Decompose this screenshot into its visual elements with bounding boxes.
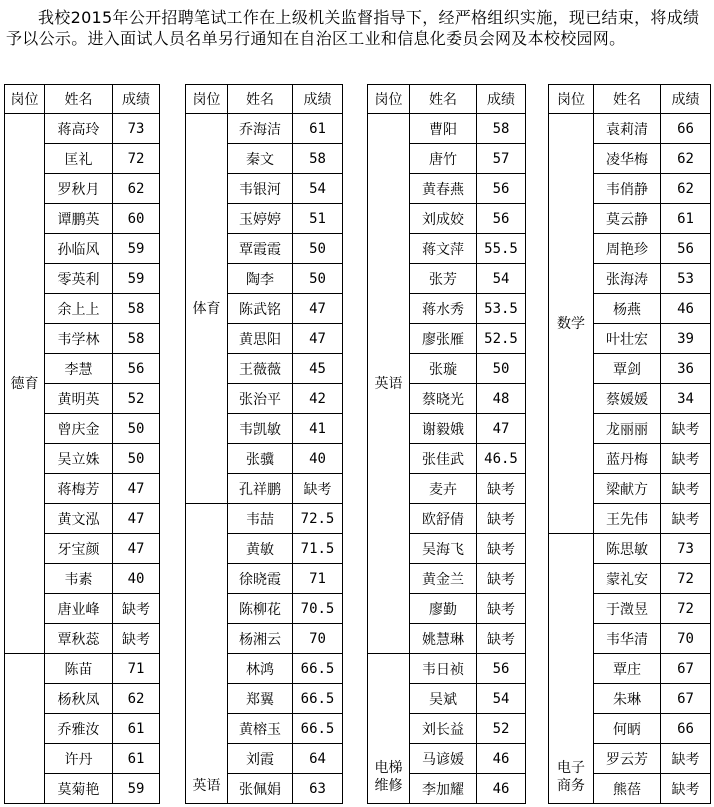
name-cell: 余上上 [45, 294, 113, 324]
name-cell: 覃庄 [594, 654, 661, 684]
score-cell: 62 [661, 174, 711, 204]
score-cell: 缺考 [661, 504, 711, 534]
name-cell: 唐竹 [410, 144, 477, 174]
name-cell: 韦俏静 [594, 174, 661, 204]
name-cell: 陈柳花 [228, 594, 293, 624]
score-cell: 缺考 [661, 744, 711, 774]
name-cell: 蔡媛媛 [594, 384, 661, 414]
name-header: 姓名 [594, 85, 661, 114]
score-cell: 缺考 [477, 624, 526, 654]
name-cell: 杨湘云 [228, 624, 293, 654]
table-row [186, 504, 343, 534]
name-cell: 罗云芳 [594, 744, 661, 774]
score-cell: 58 [113, 324, 160, 354]
score-cell: 66 [661, 714, 711, 744]
name-cell: 曾庆金 [45, 414, 113, 444]
score-cell: 52 [113, 384, 160, 414]
score-cell: 60 [113, 204, 160, 234]
score-cell: 缺考 [661, 414, 711, 444]
name-cell: 王薇薇 [228, 354, 293, 384]
score-cell: 52 [477, 714, 526, 744]
name-cell: 陈武铭 [228, 294, 293, 324]
score-cell: 72 [661, 564, 711, 594]
score-cell: 36 [661, 354, 711, 384]
name-cell: 吴斌 [410, 684, 477, 714]
name-cell: 零英利 [45, 264, 113, 294]
score-cell: 59 [113, 264, 160, 294]
score-cell: 46 [477, 744, 526, 774]
score-header: 成绩 [477, 85, 526, 114]
name-cell: 韦素 [45, 564, 113, 594]
score-cell: 47 [113, 504, 160, 534]
score-table-3 [367, 84, 526, 804]
name-cell: 张治平 [228, 384, 293, 414]
name-cell: 杨秋凤 [45, 684, 113, 714]
score-cell: 67 [661, 654, 711, 684]
name-cell: 叶壮宏 [594, 324, 661, 354]
name-cell: 韦华清 [594, 624, 661, 654]
announcement-text [6, 7, 710, 49]
name-cell: 乔雅汝 [45, 714, 113, 744]
name-cell: 玉婷婷 [228, 204, 293, 234]
score-cell: 62 [113, 174, 160, 204]
score-cell: 58 [477, 114, 526, 144]
post-cell: 体育 [186, 114, 228, 504]
name-cell: 陈思敏 [594, 534, 661, 564]
name-cell: 莫菊艳 [45, 774, 113, 804]
name-cell: 张佩娟 [228, 774, 293, 804]
name-cell: 张芳 [410, 264, 477, 294]
name-cell: 蒋梅芳 [45, 474, 113, 504]
name-cell: 黄金兰 [410, 564, 477, 594]
name-cell: 欧舒倩 [410, 504, 477, 534]
name-cell: 唐业峰 [45, 594, 113, 624]
name-cell: 黄思阳 [228, 324, 293, 354]
name-header: 姓名 [228, 85, 293, 114]
score-cell: 50 [293, 234, 343, 264]
name-cell: 李慧 [45, 354, 113, 384]
name-cell: 林鸿 [228, 654, 293, 684]
announcement-paragraph: 我校2015年公开招聘笔试工作在上级机关监督指导下，经严格组织实施，现已结束，将成绩予以公示。进入面试人员名单另行通知在自治区工业和信息化委员会网及本校校园网。 [6, 8, 700, 48]
table-header-row [549, 85, 711, 114]
name-cell: 覃霞霞 [228, 234, 293, 264]
name-cell: 韦日祯 [410, 654, 477, 684]
name-cell: 韦银河 [228, 174, 293, 204]
table-row [5, 654, 160, 684]
score-cell: 47 [293, 294, 343, 324]
score-cell: 70 [293, 624, 343, 654]
name-cell: 周艳珍 [594, 234, 661, 264]
name-cell: 覃秋蕊 [45, 624, 113, 654]
name-cell: 王先伟 [594, 504, 661, 534]
table-row [5, 114, 160, 144]
post-cell: 英语 [186, 504, 228, 804]
post-header: 岗位 [186, 85, 228, 114]
name-cell: 张璇 [410, 354, 477, 384]
score-cell: 54 [293, 174, 343, 204]
name-cell: 孙临风 [45, 234, 113, 264]
score-cell: 71 [113, 654, 160, 684]
score-cell: 47 [477, 414, 526, 444]
score-cell: 50 [477, 354, 526, 384]
score-cell: 62 [661, 144, 711, 174]
score-cell: 73 [661, 534, 711, 564]
score-cell: 54 [477, 264, 526, 294]
score-cell: 66.5 [293, 714, 343, 744]
score-cell: 40 [113, 564, 160, 594]
score-cell: 缺考 [661, 474, 711, 504]
name-cell: 吴立姝 [45, 444, 113, 474]
score-cell: 55.5 [477, 234, 526, 264]
name-cell: 韦学林 [45, 324, 113, 354]
name-cell: 孔祥鹏 [228, 474, 293, 504]
score-cell: 66 [661, 114, 711, 144]
score-cell: 缺考 [477, 594, 526, 624]
name-cell: 廖勤 [410, 594, 477, 624]
score-cell: 39 [661, 324, 711, 354]
score-cell: 缺考 [661, 444, 711, 474]
score-cell: 58 [293, 144, 343, 174]
score-cell: 47 [293, 324, 343, 354]
name-cell: 黄春燕 [410, 174, 477, 204]
name-cell: 许丹 [45, 744, 113, 774]
score-cell: 50 [113, 414, 160, 444]
post-cell: 电梯维修 [368, 654, 410, 804]
score-cell: 50 [293, 264, 343, 294]
score-cell: 62 [113, 684, 160, 714]
score-cell: 52.5 [477, 324, 526, 354]
name-cell: 覃剑 [594, 354, 661, 384]
score-cell: 缺考 [477, 504, 526, 534]
name-cell: 牙宝颜 [45, 534, 113, 564]
name-cell: 匡礼 [45, 144, 113, 174]
score-cell: 72 [113, 144, 160, 174]
score-cell: 42 [293, 384, 343, 414]
name-cell: 黄榕玉 [228, 714, 293, 744]
name-cell: 熊蓓 [594, 774, 661, 804]
name-cell: 黄文泓 [45, 504, 113, 534]
score-cell: 54 [477, 684, 526, 714]
score-cell: 50 [113, 444, 160, 474]
name-cell: 于澂昱 [594, 594, 661, 624]
name-cell: 韦喆 [228, 504, 293, 534]
score-cell: 64 [293, 744, 343, 774]
score-cell: 70.5 [293, 594, 343, 624]
score-cell: 63 [293, 774, 343, 804]
table-row [368, 114, 526, 144]
name-cell: 秦文 [228, 144, 293, 174]
score-cell: 48 [477, 384, 526, 414]
table-header-row [186, 85, 343, 114]
score-cell: 59 [113, 774, 160, 804]
name-cell: 姚慧琳 [410, 624, 477, 654]
name-cell: 刘长益 [410, 714, 477, 744]
score-cell: 56 [661, 234, 711, 264]
score-cell: 34 [661, 384, 711, 414]
name-cell: 吴海飞 [410, 534, 477, 564]
score-cell: 73 [113, 114, 160, 144]
score-cell: 61 [113, 714, 160, 744]
name-cell: 罗秋月 [45, 174, 113, 204]
name-cell: 谭鹏英 [45, 204, 113, 234]
score-cell: 61 [113, 744, 160, 774]
name-cell: 袁莉清 [594, 114, 661, 144]
score-cell: 72.5 [293, 504, 343, 534]
name-cell: 韦凯敏 [228, 414, 293, 444]
name-cell: 廖张雁 [410, 324, 477, 354]
name-cell: 张骥 [228, 444, 293, 474]
name-cell: 李加耀 [410, 774, 477, 804]
score-cell: 53 [661, 264, 711, 294]
name-cell: 马谚媛 [410, 744, 477, 774]
name-cell: 谢毅娥 [410, 414, 477, 444]
name-header: 姓名 [45, 85, 113, 114]
name-cell: 张海涛 [594, 264, 661, 294]
score-header: 成绩 [293, 85, 343, 114]
name-cell: 莫云静 [594, 204, 661, 234]
score-cell: 41 [293, 414, 343, 444]
name-cell: 黄明英 [45, 384, 113, 414]
score-cell: 56 [477, 654, 526, 684]
name-cell: 杨燕 [594, 294, 661, 324]
score-cell: 缺考 [661, 774, 711, 804]
score-cell: 66.5 [293, 654, 343, 684]
score-cell: 40 [293, 444, 343, 474]
post-cell: 德育 [5, 114, 45, 654]
score-table-2 [185, 84, 343, 804]
name-cell: 凌华梅 [594, 144, 661, 174]
score-cell: 46 [477, 774, 526, 804]
score-cell: 46.5 [477, 444, 526, 474]
score-cell: 58 [113, 294, 160, 324]
name-cell: 蓝丹梅 [594, 444, 661, 474]
score-cell: 70 [661, 624, 711, 654]
name-cell: 曹阳 [410, 114, 477, 144]
score-header: 成绩 [113, 85, 160, 114]
name-cell: 朱琳 [594, 684, 661, 714]
score-cell: 缺考 [477, 474, 526, 504]
score-cell: 缺考 [293, 474, 343, 504]
post-header: 岗位 [549, 85, 594, 114]
post-header: 岗位 [5, 85, 45, 114]
score-cell: 56 [477, 174, 526, 204]
score-cell: 71 [293, 564, 343, 594]
post-cell: 英语 [368, 114, 410, 654]
post-cell: 电子商务 [549, 534, 594, 804]
score-cell: 61 [661, 204, 711, 234]
post-cell: 数学 [549, 114, 594, 534]
score-cell: 72 [661, 594, 711, 624]
score-cell: 56 [113, 354, 160, 384]
name-cell: 蒋文萍 [410, 234, 477, 264]
score-cell: 51 [293, 204, 343, 234]
score-cell: 46 [661, 294, 711, 324]
post-cell [5, 654, 45, 804]
score-cell: 47 [113, 534, 160, 564]
name-cell: 张佳武 [410, 444, 477, 474]
table-row [186, 114, 343, 144]
name-cell: 龙丽丽 [594, 414, 661, 444]
score-cell: 71.5 [293, 534, 343, 564]
name-cell: 梁献方 [594, 474, 661, 504]
name-cell: 刘成姣 [410, 204, 477, 234]
score-cell: 缺考 [113, 594, 160, 624]
post-header: 岗位 [368, 85, 410, 114]
table-row [368, 654, 526, 684]
score-cell: 47 [113, 474, 160, 504]
score-cell: 56 [477, 204, 526, 234]
score-cell: 57 [477, 144, 526, 174]
table-header-row [368, 85, 526, 114]
name-cell: 刘霞 [228, 744, 293, 774]
name-cell: 郑翼 [228, 684, 293, 714]
table-header-row [5, 85, 160, 114]
score-cell: 66.5 [293, 684, 343, 714]
name-cell: 蔡晓光 [410, 384, 477, 414]
table-row [549, 534, 711, 564]
name-cell: 黄敏 [228, 534, 293, 564]
score-cell: 缺考 [477, 534, 526, 564]
score-cell: 59 [113, 234, 160, 264]
name-cell: 陶李 [228, 264, 293, 294]
score-cell: 53.5 [477, 294, 526, 324]
name-cell: 何昞 [594, 714, 661, 744]
table-row [549, 114, 711, 144]
name-cell: 徐晓霞 [228, 564, 293, 594]
name-cell: 乔海洁 [228, 114, 293, 144]
score-header: 成绩 [661, 85, 711, 114]
score-cell: 缺考 [477, 564, 526, 594]
score-table-4 [548, 84, 711, 804]
score-cell: 缺考 [113, 624, 160, 654]
name-cell: 蒋高玲 [45, 114, 113, 144]
score-cell: 45 [293, 354, 343, 384]
name-cell: 陈苗 [45, 654, 113, 684]
score-cell: 61 [293, 114, 343, 144]
name-cell: 麦卉 [410, 474, 477, 504]
name-header: 姓名 [410, 85, 477, 114]
score-table-1 [4, 84, 160, 804]
name-cell: 蒋水秀 [410, 294, 477, 324]
score-cell: 67 [661, 684, 711, 714]
name-cell: 蒙礼安 [594, 564, 661, 594]
